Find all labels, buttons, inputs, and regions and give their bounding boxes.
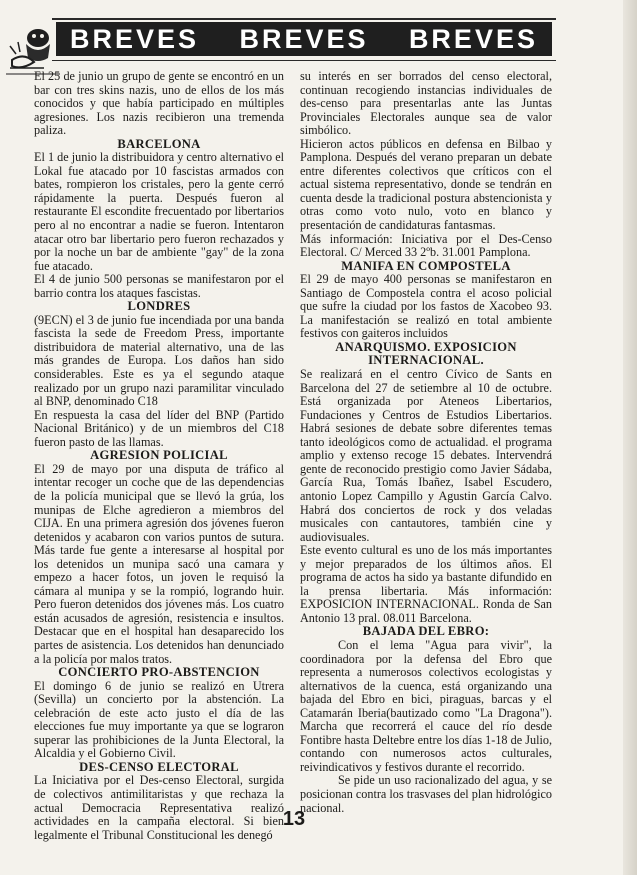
paragraph: Más información: Iniciativa por el Des-Censo Electoral. C/ Merced 33 2ºb. 31.001 Pamplona.: [300, 231, 552, 260]
paragraph: Con el lema "Agua para vivir", la coordinadora por la defensa del Ebro que representa a numerosos colectivos ecologistas y alternativos de la cuenca, está organizando una bajada del Ebro en bici, piraguas, barcas y el Catamarán Iberia(bautizado como "La Dragona"). Marcha que recorrerá el cauce del río desde Fontibre hasta Deltebre entre los días 1-18 de Julio, contando con numerosos actos culturales, reivindicativos y festivos durante el recorrido.: [300, 637, 552, 774]
section-heading: LONDRES: [127, 299, 191, 314]
section-heading: AGRESION POLICIAL: [90, 448, 228, 463]
mascot-logo-icon: [4, 14, 64, 76]
header-rule-bottom: [52, 60, 556, 61]
section-heading: CONCIERTO PRO-ABSTENCION: [58, 665, 260, 680]
paragraph: Hicieron actos públicos en defensa en Bilbao y Pamplona. Después del verano preparan un debate entre diferentes colectivos que críticos con el actual sistema representativo, donde se tendrán en cuenta desde la tradicional postura abstencionista y otras como voto nulo, voto en blanco y presentación de candidaturas fantasmas.: [300, 136, 552, 233]
right-column: [300, 70, 552, 815]
page-number: 13: [282, 808, 306, 830]
section-header: [4, 14, 626, 76]
banner-word: BREVES: [70, 23, 200, 54]
paragraph: El 29 de mayo por una disputa de tráfico al intentar recoger un coche que de las dependencias de la policía municipal que se llevó la grúa, los munipas de Elche agredieron a miembros del CIJA. En una primera agresión dos jóvenes fueron detenidos y acabaron con varios puntos de sutura. Más tarde fue gente a interesarse al hospital por los detenidos un munipa sacó una camara y empezo a hacer fotos, un joven le requisó la cámara al munipa y se la rompió, logrando huir. Pero fueron detenidos dos jóvenes más. Los cuatro están acusados de agresión, resistencia e insultos. Destacar que en el hospital han desaparecido los partes de asistencia. Los detenidos han denunciado a la policía por malos tratos.: [34, 461, 284, 666]
page-edge: [623, 0, 637, 875]
left-column: [34, 70, 284, 842]
section-heading: BARCELONA: [117, 136, 201, 151]
paragraph: Se pide un uso racionalizado del agua, y se posicionan contra los trasvases del plan hidrológico nacional.: [300, 773, 552, 815]
banner-word: BREVES: [408, 23, 538, 54]
paragraph: El 25 de junio un grupo de gente se encontró en un bar con tres skins nazis, uno de ellos de los más conocidos y que había participado en múltiples agresiones. Los nazis recibieron una tremenda paliza.: [34, 69, 284, 138]
breves-banner: [56, 22, 552, 56]
paragraph: El 29 de mayo 400 personas se manifestaron en Santiago de Compostela contra el acoso policial que sufre la ciudad por los fastos de Xacobeo 93. La manifestación se realizó en total ambiente festivos con gaiteros incluidos: [300, 272, 552, 341]
paragraph: La Iniciativa por el Des-censo Electoral, surgida de colectivos antimilitaristas y que rechaza la actual Democracia Representativa realizó actividades en la campaña electoral. Si bien legalmente el Tribunal Constitucional les denegó: [34, 773, 284, 842]
paragraph: El domingo 6 de junio se realizó en Utrera (Sevilla) un concierto por la abstención. La celebración de este acto justo el día de las elecciones fue muy importante ya que se lograron superar las prohibiciones de la Junta Electoral, la Alcaldia y el Gobierno Civil.: [34, 678, 284, 761]
paragraph: Se realizará en el centro Cívico de Sants en Barcelona del 27 de setiembre al 10 de octubre. Está organizada por Ateneos Libertarios, Fundaciones y Centros de Estudios Libertarios. Habrá sesiones de debate sobre diferentes temas tanto ideológicos como de actualidad. el programa amplio y extenso recoge 15 debates. Intervendrá gente de reconocido prestigio como Javier Sádaba, García Rua, Tomás Ibañez, Isabel Escudero, antonio Lopez Campillo y Agustin García Calvo. Habrá dos conciertos de rock y dos veladas musicales con cantautores, también cine y audiovisuales.: [300, 367, 552, 544]
paragraph: El 1 de junio la distribuidora y centro alternativo el Lokal fue atacado por 10 fascistas armados con bates, rompieron los cristales, pero la gente cerró rápidamente la puerta. Después fueron al restaurante El escondite frecuentado por libertarios pero al no encontrar a nadie se fueron. Intentaron atacar otro bar libertario pero fueron rechazados y por la noche un bar de ambiente "gay" de la zona fue atacado.: [34, 150, 284, 273]
section-heading: BAJADA DEL EBRO:: [362, 624, 490, 639]
banner-word: BREVES: [239, 23, 369, 54]
paragraph: Este evento cultural es uno de los más importantes y mejor preparados de los últimos años. El programa de actos ha sido ya bastante difundido en la prensa libertaria. Más información: EXPOSICION INTERNACIONAL. Ronda de San Antonio 13 pral. 08.011 Barcelona.: [300, 543, 552, 625]
header-rule-top: [52, 18, 556, 20]
paragraph: (9ECN) el 3 de junio fue incendiada por una banda fascista la sede de Freedom Press, importante distribuidora de material alternativo, una de las más grandes de Europa. Los daños han sido considerables. Este es ya el segundo ataque realizado por un grupo nazi paramilitar vinculado al BNP, denominado C18: [34, 312, 284, 409]
section-heading: ANARQUISMO. EXPOSICION INTERNACIONAL.: [335, 339, 517, 368]
paragraph: su interés en ser borrados del censo electoral, continuan recogiendo instancias individuales de des-censo para presentarlas ante las Juntas Provinciales Electorales aunque sea de valor simbólico.: [300, 69, 552, 138]
paragraph: El 4 de junio 500 personas se manifestaron por el barrio contra los ataques fascistas.: [34, 272, 284, 300]
section-heading: MANIFA EN COMPOSTELA: [341, 258, 511, 273]
paragraph: En respuesta la casa del líder del BNP (Partido Nacional Británico) y de un miembros del C18 fueron pasto de las llamas.: [34, 407, 284, 449]
section-heading: DES-CENSO ELECTORAL: [79, 759, 239, 774]
